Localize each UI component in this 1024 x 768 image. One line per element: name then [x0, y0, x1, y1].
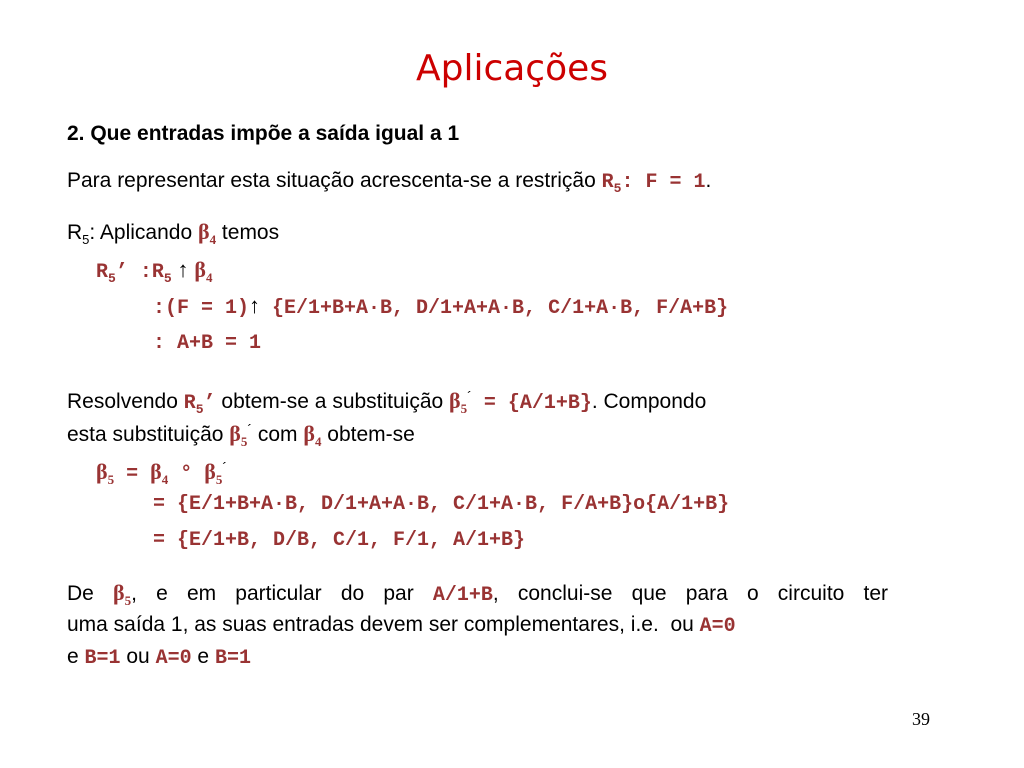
deriv1-code-sub: 5 [163, 271, 172, 286]
conclusion-line-1 [67, 580, 888, 614]
r5-intro-r: R [67, 221, 83, 244]
deriv2-code-a: :(F = 1) [153, 297, 250, 320]
beta-sub: 5 [240, 434, 248, 449]
para2-t1: Resolvendo [67, 390, 184, 413]
beta-symbol: β [96, 459, 108, 484]
compose-operator: ° [168, 463, 205, 486]
deriv1-prime: ’ [115, 261, 128, 284]
deriv1-r: R [96, 261, 109, 284]
deriv3-code: : A+B = 1 [153, 332, 262, 355]
beta-sub: 4 [209, 232, 217, 247]
comp1-eq: = [114, 463, 151, 486]
r5-intro-end: temos [216, 221, 280, 244]
deriv1-code: :R [127, 261, 164, 284]
para2-t6: obtem-se [321, 423, 415, 446]
composition-line-2 [153, 490, 729, 518]
conclusion-line-2 [67, 612, 736, 640]
paragraph-resolve-line-2 [67, 416, 415, 455]
para1-text: Para representar esta situação acrescenta-se a restrição [67, 169, 602, 192]
beta-prime: ´ [222, 459, 227, 475]
para3-code1: A/1+B [432, 584, 493, 607]
para3-t1: De [67, 582, 114, 605]
para1-r: R [601, 171, 614, 194]
para1-code: : F = 1 [621, 171, 706, 194]
r5-intro-line [67, 219, 279, 253]
para3-t7: e [191, 645, 215, 668]
beta-sub: 5 [107, 472, 115, 487]
para3-t3: , conclui-se que para o circuito ter [492, 582, 888, 605]
beta-symbol: β [303, 421, 315, 446]
comp2-code: = {E/1+B+A·B, D/1+A+A·B, C/1+A·B, F/A+B}o{A/1+B} [153, 493, 730, 516]
para3-code2: A=0 [699, 615, 736, 638]
para2-t5: com [252, 423, 304, 446]
beta-symbol: β [204, 459, 216, 484]
r5-intro-text: : Aplicando [89, 221, 198, 244]
para2-code: = {A/1+B} [471, 392, 592, 415]
r5-intro-r-sub: 5 [82, 232, 90, 247]
para2-t4: esta substituição [67, 423, 230, 446]
para3-t4: uma saída 1, as suas entradas devem ser complementares, i.e. ou [67, 613, 700, 636]
derivation-line-1 [96, 257, 212, 292]
composition-line-3 [153, 526, 525, 554]
para3-t5: e [67, 645, 85, 668]
beta-sub: 4 [205, 270, 213, 285]
page-number: 39 [912, 709, 930, 729]
deriv2-code-b: {E/1+B+A·B, D/1+A+A·B, C/1+A·B, F/A+B} [260, 297, 729, 320]
para3-code3: B=1 [84, 647, 121, 670]
slide-title: Aplicações [415, 48, 609, 89]
paragraph-restriction [67, 168, 711, 202]
beta-symbol: β [198, 219, 210, 244]
beta-sub: 5 [215, 472, 223, 487]
deriv1-r-sub: 5 [108, 271, 116, 286]
para3-code5: B=1 [214, 647, 251, 670]
comp3-code: = {E/1+B, D/B, C/1, F/1, A/1+B} [153, 529, 526, 552]
section-heading: 2. Que entradas impõe a saída igual a 1 [67, 122, 460, 145]
up-arrow-icon: ↑ [249, 293, 261, 318]
beta-symbol: β [194, 257, 206, 282]
para1-end: . [705, 169, 712, 192]
beta-sub: 4 [314, 434, 322, 449]
derivation-line-2 [153, 293, 728, 322]
beta-prime: ´ [467, 388, 472, 404]
para3-t2: , e em particular do par [131, 582, 433, 605]
para3-t6: ou [120, 645, 156, 668]
conclusion-line-3 [67, 644, 251, 672]
para2-r: R [183, 392, 196, 415]
beta-sub: 4 [161, 472, 169, 487]
para2-r-sub: 5 [195, 402, 204, 417]
para3-code4: A=0 [155, 647, 192, 670]
beta-prime: ´ [247, 421, 253, 437]
composition-line-1 [96, 454, 227, 493]
beta-symbol: β [229, 421, 241, 446]
para2-r-prime: ’ [203, 392, 216, 415]
derivation-line-3 [153, 329, 261, 357]
para1-r-sub: 5 [613, 181, 622, 196]
para2-t3: . Compondo [591, 390, 707, 413]
up-arrow-icon: ↑ [177, 257, 189, 282]
beta-symbol: β [449, 388, 461, 413]
beta-symbol: β [113, 580, 125, 605]
beta-sub: 5 [124, 593, 132, 608]
beta-sub: 5 [460, 401, 468, 416]
para2-t2: obtem-se a substituição [215, 390, 450, 413]
beta-symbol: β [150, 459, 162, 484]
